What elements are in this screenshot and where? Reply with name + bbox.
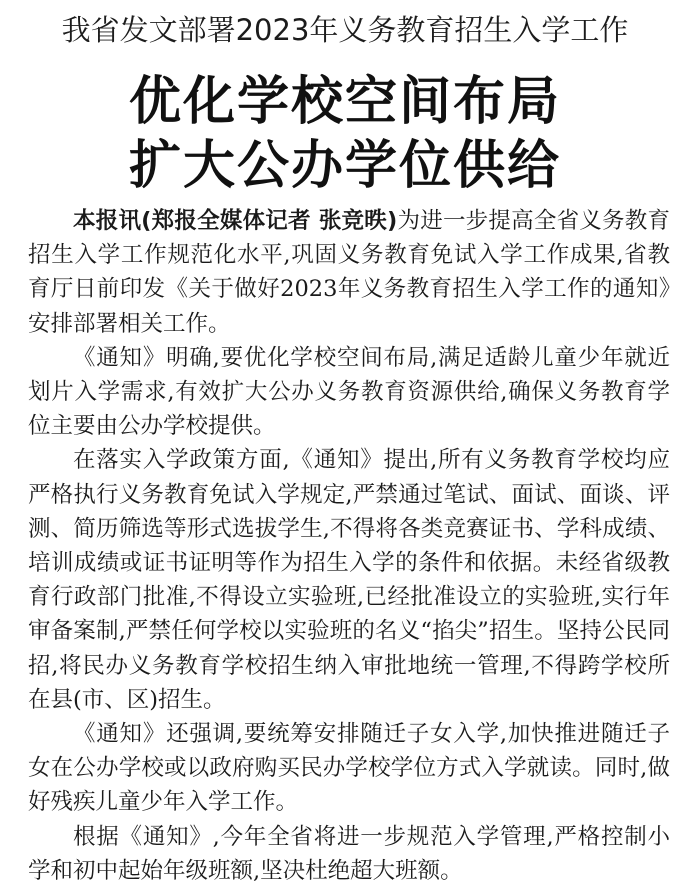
headline-line-1: 优化学校空间布局 bbox=[128, 72, 561, 132]
paragraph-1-text: 为进一步提高全省义务教育招生入学工作规范化水平,巩固义务教育免试入学工作成果,省教育厅日前印发《关于做好2023年义务教育招生入学工作的通知》安排部署相关工作。 bbox=[28, 208, 670, 337]
kicker-title: 我省发文部署2023年义务教育招生入学工作 bbox=[61, 13, 629, 47]
headline bbox=[0, 70, 690, 198]
byline: 本报讯(郑报全媒体记者 张竞昳) bbox=[73, 208, 398, 234]
article-body bbox=[28, 204, 670, 888]
paragraph-1 bbox=[28, 204, 670, 341]
paragraph-5: 根据《通知》,今年全省将进一步规范入学管理,严格控制小学和初中起始年级班额,坚决杜绝超大班额。 bbox=[28, 823, 670, 884]
paragraph-4: 《通知》还强调,要统筹安排随迁子女入学,加快推进随迁子女在公办学校或以政府购买民办学校学位方式入学就读。同时,做好残疾儿童少年入学工作。 bbox=[28, 721, 670, 816]
headline-line-2: 扩大公办学位供给 bbox=[128, 136, 561, 196]
paragraph-3: 在落实入学政策方面,《通知》提出,所有义务教育学校均应严格执行义务教育免试入学规定,严禁通过笔试、面试、面谈、评测、简历筛选等形式选拔学生,不得将各类竞赛证书、学科成绩、培训成绩或证书证明等作为招生入学的条件和依据。未经省级教育行政部门批准,不得设立实验班,已经批准设立的实验班,实行年审备案制,严禁任何学校以实验班的名义“掐尖”招生。坚持公民同招,将民办义务教育学校招生纳入审批地统一管理,不得跨学校所在县(市、区)招生。 bbox=[28, 447, 670, 713]
paragraph-2: 《通知》明确,要优化学校空间布局,满足适龄儿童少年就近划片入学需求,有效扩大公办义务教育资源供给,确保义务教育学位主要由公办学校提供。 bbox=[28, 344, 670, 440]
